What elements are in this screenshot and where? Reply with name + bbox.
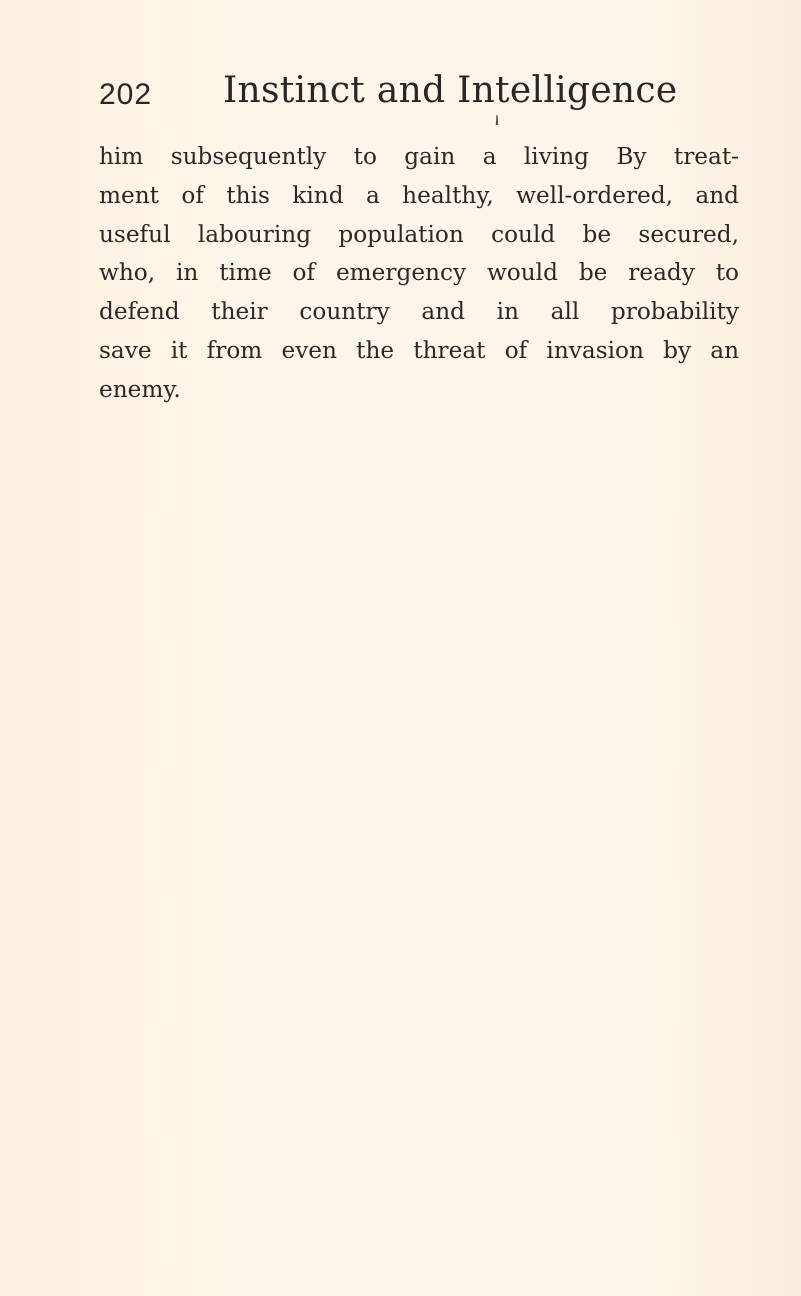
text-line: him subsequently to gain a living By treat- [99, 143, 739, 170]
text-line: defend their country and in all probability [99, 298, 739, 326]
text-line: enemy. [99, 375, 181, 403]
text-line: ment of this kind a healthy, well-ordered, and [99, 181, 739, 209]
text-line: who, in time of emergency would be ready to [99, 259, 739, 287]
text-line: save it from even the threat of invasion by an [99, 336, 739, 364]
running-head [99, 70, 699, 120]
body-paragraph [99, 138, 739, 410]
text-line: useful labouring population could be secured, [99, 220, 739, 248]
page-number: 202 [99, 78, 153, 111]
running-title: Instinct and Intelligence [223, 70, 678, 111]
